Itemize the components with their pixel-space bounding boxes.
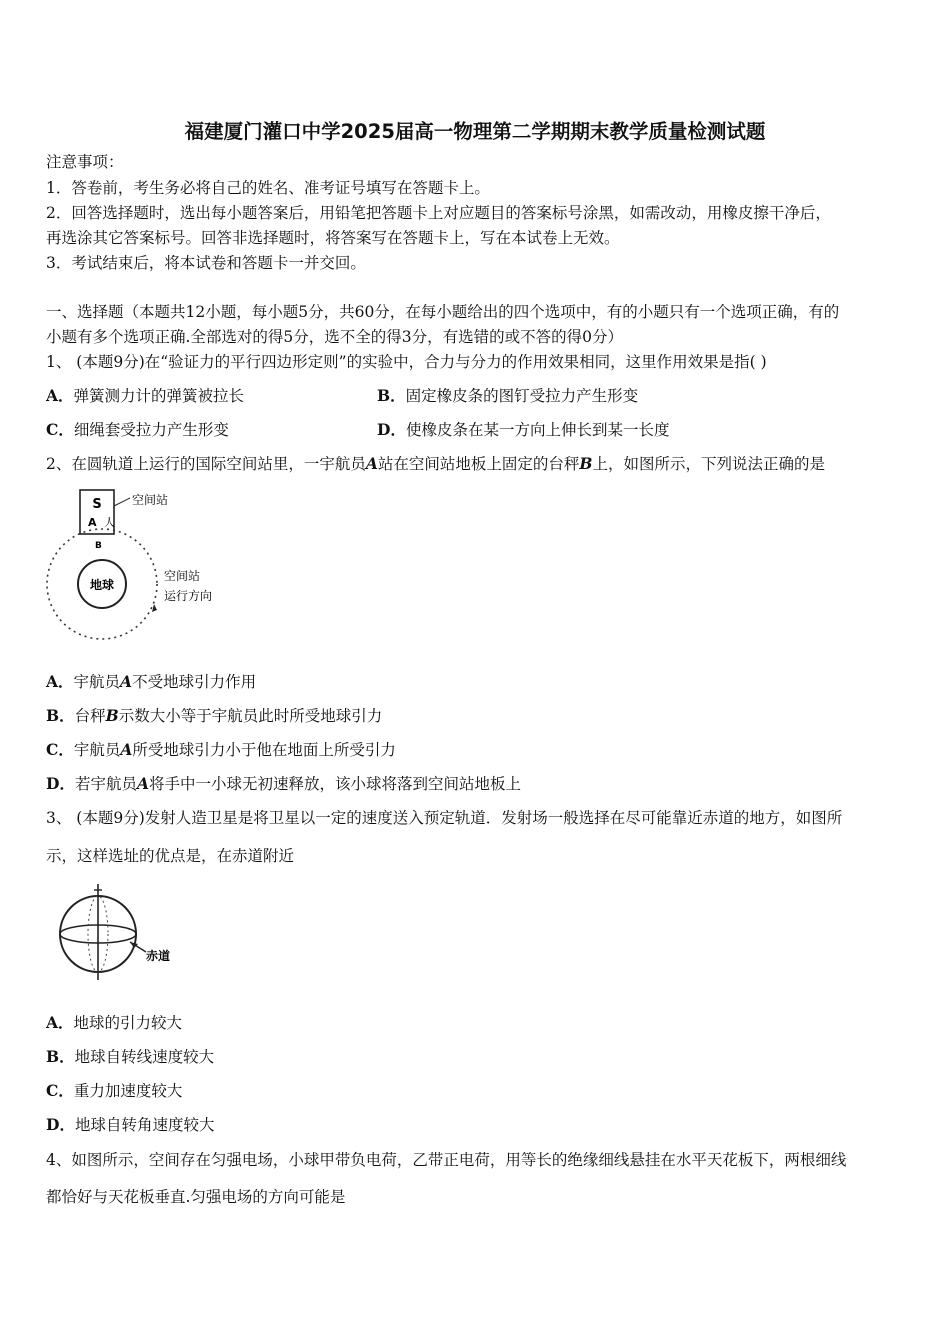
option-text: 固定橡皮条的图钉受拉力产生形变 (405, 387, 639, 405)
option-text: 不受地球引力作用 (132, 673, 257, 691)
q2-stem-part: 2、在圆轨道上运行的国际空间站里，一宇航员 (46, 455, 366, 473)
q2-stem (46, 454, 825, 474)
astronaut-figure: 人 (104, 516, 115, 529)
q2-option-c (46, 740, 396, 760)
direction-arrow-icon (152, 604, 157, 612)
box-label-a: A (88, 516, 97, 529)
option-var: A (120, 672, 133, 691)
option-text: 细绳套受拉力产生形变 (73, 421, 229, 439)
q2-option-d (46, 774, 521, 794)
q3-stem-1: 3、 (本题9分)发射人造卫星是将卫星以一定的速度送入预定轨道．发射场一般选择在尽可能靠近赤道的地方，如图所 (46, 809, 843, 827)
box-label-s: S (92, 497, 102, 512)
q4-stem-1: 4、如图所示，空间存在匀强电场，小球甲带负电荷，乙带正电荷，用等长的绝缘细线悬挂在水平天花板下，两根细线 (46, 1151, 847, 1169)
q2-var-a: A (365, 454, 378, 473)
option-text: 将手中一小球无初速释放，该小球将落到空间站地板上 (149, 775, 522, 793)
pointer-line (114, 498, 130, 506)
option-label: B． (377, 386, 406, 405)
q3-option-b (46, 1047, 214, 1067)
q4-stem-2: 都恰好与天花板垂直.匀强电场的方向可能是 (46, 1188, 346, 1206)
option-text: 地球的引力较大 (73, 1014, 183, 1032)
option-label: B． (46, 1047, 75, 1066)
option-var: A (136, 774, 149, 793)
q2-option-a (46, 672, 256, 692)
option-label: C． (46, 1081, 74, 1100)
q3-option-a (46, 1013, 182, 1033)
option-label: C． (46, 740, 74, 759)
notice-item-1: 1．答卷前，考生务必将自己的姓名、准考证号填写在答题卡上。 (46, 179, 490, 197)
option-label: D． (377, 420, 406, 439)
equator-label: 赤道 (146, 949, 171, 963)
notice-item-2-cont: 再选涂其它答案标号。回答非选择题时，将答案写在答题卡上，写在本试卷上无效。 (46, 229, 620, 247)
option-var: A (120, 740, 133, 759)
q2-stem-part: 站在空间站地板上固定的台秤 (377, 455, 580, 473)
option-text: 宇航员 (73, 741, 121, 759)
q2-var-b: B (579, 454, 593, 473)
notice-heading: 注意事项： (46, 153, 124, 171)
option-text: 示数大小等于宇航员此时所受地球引力 (118, 707, 383, 725)
q3-option-d (46, 1115, 214, 1135)
q1-stem: 1、 (本题9分)在“验证力的平行四边形定则”的实验中，合力与分力的作用效果相同，这里作用效果是指( ) (46, 353, 767, 371)
option-label: C． (46, 420, 74, 439)
option-text: 地球自转角速度较大 (74, 1116, 215, 1134)
option-text: 若宇航员 (74, 775, 137, 793)
section-heading-2: 小题有多个选项正确.全部选对的得5分，选不全的得3分，有选错的或不答的得0分） (46, 328, 624, 346)
option-label: A． (46, 386, 74, 405)
earth-label: 地球 (89, 578, 115, 592)
option-label: B． (46, 706, 75, 725)
option-label: A． (46, 672, 74, 691)
station-label: 空间站 (132, 493, 169, 507)
option-text: 宇航员 (73, 673, 121, 691)
option-var: B (105, 706, 119, 725)
q1-option-d (377, 420, 669, 440)
q1-option-b (377, 386, 638, 406)
notice-item-3: 3．考试结束后，将本试卷和答题卡一并交回。 (46, 254, 366, 272)
direction-label-2: 运行方向 (164, 589, 213, 603)
option-text: 所受地球引力小于他在地面上所受引力 (132, 741, 396, 759)
option-text: 使橡皮条在某一方向上伸长到某一长度 (405, 421, 670, 439)
q1-option-c (46, 420, 229, 440)
notice-item-2: 2．回答选择题时，选出每小题答案后，用铅笔把答题卡上对应题目的答案标号涂黑，如需改动，用橡皮擦干净后， (46, 204, 831, 222)
q1-option-a (46, 386, 244, 406)
q2-option-b (46, 706, 382, 726)
q3-figure (50, 880, 180, 990)
q3-stem-2: 示，这样选址的优点是，在赤道附近 (46, 847, 295, 865)
option-text: 重力加速度较大 (73, 1082, 183, 1100)
page-title: 福建厦门灌口中学2025届高一物理第二学期期末教学质量检测试题 (184, 120, 766, 143)
option-label: D． (46, 1115, 75, 1134)
option-text: 台秤 (74, 707, 106, 725)
q3-option-c (46, 1081, 182, 1101)
floor-label-b: B (95, 541, 102, 551)
option-label: A． (46, 1013, 74, 1032)
q2-stem-part: 上，如图所示，下列说法正确的是 (592, 455, 826, 473)
direction-label-1: 空间站 (164, 569, 201, 583)
option-text: 弹簧测力计的弹簧被拉长 (73, 387, 245, 405)
option-label: D． (46, 774, 75, 793)
option-text: 地球自转线速度较大 (74, 1048, 215, 1066)
section-heading-1: 一、选择题（本题共12小题，每小题5分，共60分，在每小题给出的四个选项中，有的小题只有一个选项正确，有的 (46, 303, 840, 321)
q2-figure (46, 484, 236, 654)
